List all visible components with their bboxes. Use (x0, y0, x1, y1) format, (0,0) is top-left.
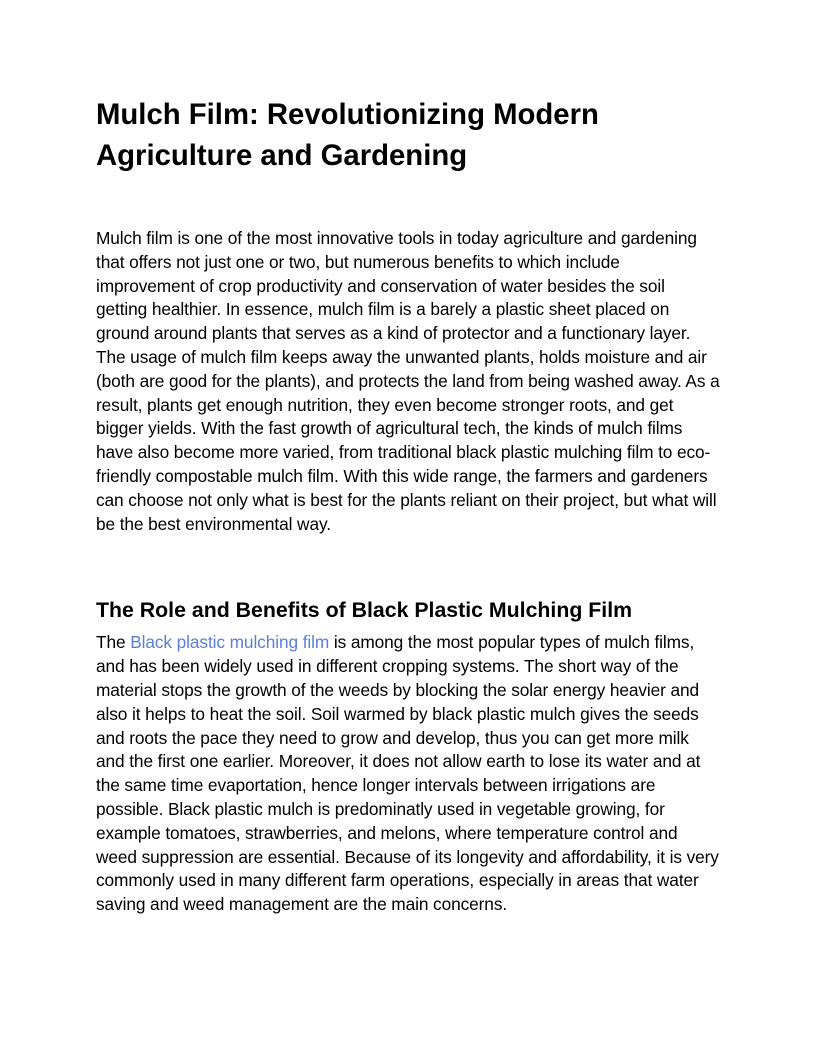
document-page (96, 94, 720, 917)
section-paragraph (96, 631, 720, 917)
black-plastic-mulching-film-link[interactable]: Black plastic mulching film (130, 632, 330, 653)
paragraph-body: is among the most popular types of mulch films, and has been widely used in different cropping systems. The short way of the material stops the growth of the weeds by blocking the solar energy heavier and also it helps to heat the soil. Soil warmed by black plastic mulch gives the seeds and roots the pace they need to grow and develop, thus you can get more milk and the first one earlier. Moreover, it does not allow earth to lose its water and at the same time evaportation, hence longer intervals between irrigations are possible. Black plastic mulch is predominatly used in vegetable growing, for example tomatoes, strawberries, and melons, where temperature control and weed suppression are essential. Because of its longevity and affordability, it is very commonly used in many different farm operations, especially in areas that water saving and weed management are the main concerns. (96, 632, 719, 915)
intro-paragraph: Mulch film is one of the most innovative tools in today agriculture and gardening that offers not just one or two, but numerous benefits to which include improvement of crop productivity and conservation of water besides the soil getting healthier. In essence, mulch film is a barely a plastic sheet placed on ground around plants that serves as a kind of protector and a functionary layer. The usage of mulch film keeps away the unwanted plants, holds moisture and air (both are good for the plants), and protects the land from being washed away. As a result, plants get enough nutrition, they even become stronger roots, and get bigger yields. With the fast growth of agricultural tech, the kinds of mulch films have also become more varied, from traditional black plastic mulching film to eco-friendly compostable mulch film. With this wide range, the farmers and gardeners can choose not only what is best for the plants reliant on their project, but what will be the best environmental way. (96, 228, 720, 534)
page-title: Mulch Film: Revolutionizing Modern Agriculture and Gardening (96, 98, 599, 172)
paragraph-prefix: The (96, 632, 131, 653)
section-heading: The Role and Benefits of Black Plastic Mulching Film (96, 598, 633, 623)
